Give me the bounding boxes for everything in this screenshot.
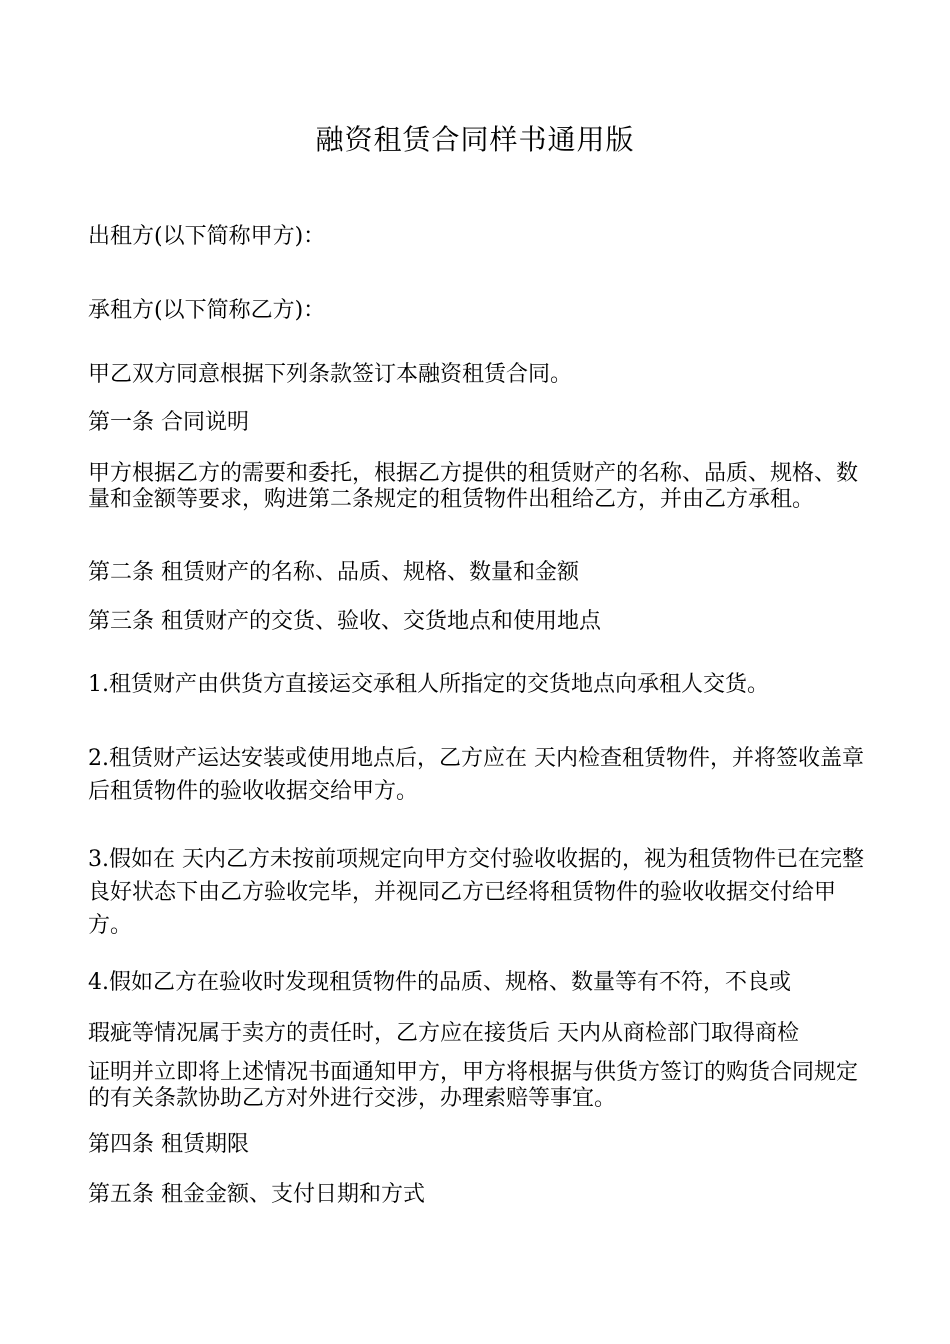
intro-paragraph: 甲乙双方同意根据下列条款签订本融资租赁合同。 <box>88 362 573 387</box>
article-4-heading: 第四条 租赁期限 <box>88 1132 249 1157</box>
article-3-item-4-line-1: 4.假如乙方在验收时发现租赁物件的品质、规格、数量等有不符，不良或 <box>88 970 791 995</box>
document-title: 融资租赁合同样书通用版 <box>315 123 635 156</box>
article-3-item-4-rest: 证明并立即将上述情况书面通知甲方，甲方将根据与供货方签订的购货合同规定的有关条款协助乙方对外进行交涉，办理索赔等事宜。 <box>88 1060 859 1111</box>
article-3-item-1: 1.租赁财产由供货方直接运交承租人所指定的交货地点向承租人交货。 <box>88 672 769 697</box>
lessee-line: 承租方(以下简称乙方)： <box>88 298 326 323</box>
article-3-item-3: 3.假如在 天内乙方未按前项规定向甲方交付验收收据的，视为租赁物件已在完整良好状态下由乙方验收完毕，并视同乙方已经将租赁物件的验收收据交付给甲方。 <box>88 847 864 938</box>
article-5-heading: 第五条 租金金额、支付日期和方式 <box>88 1182 425 1207</box>
article-1-heading: 第一条 合同说明 <box>88 410 249 435</box>
article-3-item-2: 2.租赁财产运达安装或使用地点后，乙方应在 天内检查租赁物件，并将签收盖章后租赁物件的验收收据交给甲方。 <box>88 746 864 804</box>
article-3-item-4-line-2: 瑕疵等情况属于卖方的责任时，乙方应在接货后 天内从商检部门取得商检 <box>88 1021 799 1046</box>
article-3-heading: 第三条 租赁财产的交货、验收、交货地点和使用地点 <box>88 609 601 634</box>
article-1-body: 甲方根据乙方的需要和委托，根据乙方提供的租赁财产的名称、品质、规格、数量和金额等要求，购进第二条规定的租赁物件出租给乙方，并由乙方承租。 <box>88 461 859 512</box>
lessor-line: 出租方(以下简称甲方)： <box>88 224 326 249</box>
article-2-heading: 第二条 租赁财产的名称、品质、规格、数量和金额 <box>88 560 579 585</box>
